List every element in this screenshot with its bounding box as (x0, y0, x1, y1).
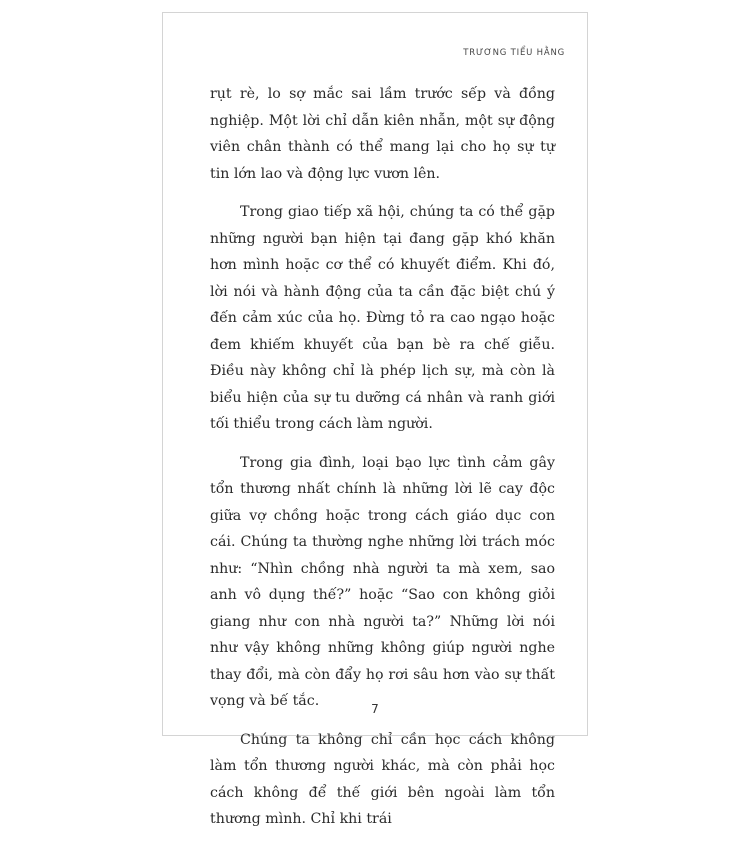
page-body (210, 81, 555, 845)
paragraph-3: Trong gia đình, loại bạo lực tình cảm gây tổn thương nhất chính là những lời lẽ cay độc giữa vợ chồng hoặc trong cách giáo dục con cái. Chúng ta thường nghe những lời trách móc như: “Nhìn chồng nhà người ta mà xem, sao anh vô dụng thế?” hoặc “Sao con không giỏi giang như con nhà người ta?” Những lời nói như vậy không những không giúp người nghe thay đổi, mà còn đẩy họ rơi sâu hơn vào sự thất vọng và bế tắc. (210, 454, 555, 709)
running-head: TRƯƠNG TIỂU HẰNG (463, 48, 565, 58)
paragraph-1: rụt rè, lo sợ mắc sai lầm trước sếp và đồng nghiệp. Một lời chỉ dẫn kiên nhẫn, một sự động viên chân thành có thể mang lại cho họ sự tự tin lớn lao và động lực vươn lên. (210, 86, 555, 182)
book-page (162, 12, 588, 827)
paragraph-2: Trong giao tiếp xã hội, chúng ta có thể gặp những người bạn hiện tại đang gặp khó khăn hơn mình hoặc cơ thể có khuyết điểm. Khi đó, lời nói và hành động của ta cần đặc biệt chú ý đến cảm xúc của họ. Đừng tỏ ra cao ngạo hoặc đem khiếm khuyết của bạn bè ra chế giễu. Điều này không chỉ là phép lịch sự, mà còn là biểu hiện của sự tu dưỡng cá nhân và ranh giới tối thiểu trong cách làm người. (210, 204, 555, 432)
paragraph-4: Chúng ta không chỉ cần học cách không làm tổn thương người khác, mà còn phải học cách không để thế giới bên ngoài làm tổn thương mình. Chỉ khi trái (210, 731, 555, 827)
page-number: 7 (371, 702, 379, 716)
